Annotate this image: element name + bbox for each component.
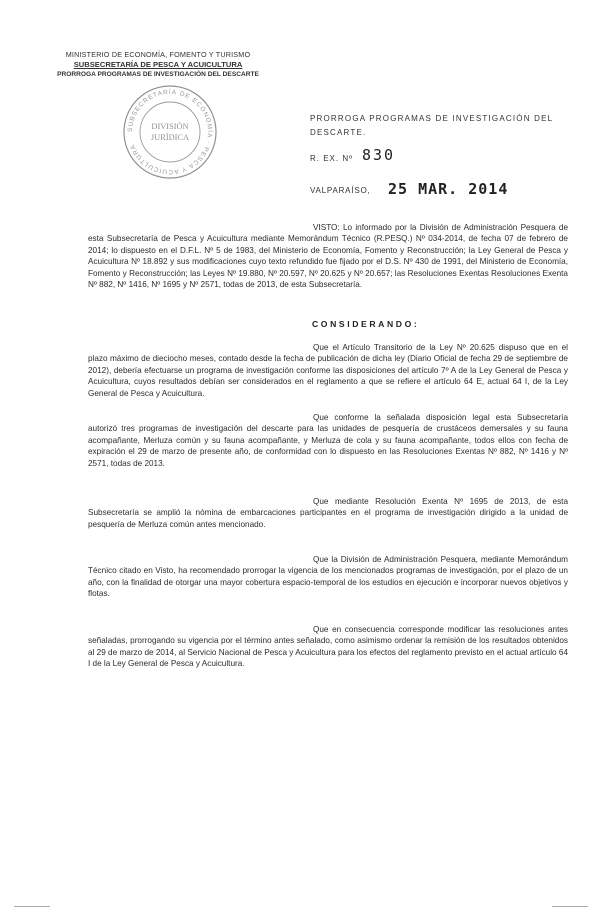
resolution-number-label: R. EX. Nº: [310, 154, 354, 163]
visto-paragraph: VISTO: Lo informado por la División de Administración Pesquera de esta Subsecretaría de Pesca y Acuicultura mediante Memorándum Técnico (R.PESQ.) Nº 034-2014, de fecha 07 de febrero de 2014; lo dispuesto en el D.F.L. Nº 5 de 1983, del Ministerio de Economía, Fomento y Reconstrucción; la Ley General de Pesca y Acuicultura Nº 18.892 y sus modificaciones cuyo texto refundido fue fijado por el D.S. Nº 430 de 1991, del Ministerio de Economía, Fomento y Reconstrucción; las Leyes Nº 19.880, Nº 20.597, Nº 20.625 y Nº 20.657; las Resoluciones Exentas Resoluciones Exenta Nº 882, Nº 1416, Nº 1695 y Nº 2571, todas de 2013, de esta Subsecretaría.: [88, 223, 568, 290]
considerando-paragraph-3: Que mediante Resolución Exenta Nº 1695 de 2013, de esta Subsecretaría se amplió la nómina de embarcaciones participantes en el programa de investigación dirigido a la unidad de pesquería de Merluza común antes mencionado.: [88, 497, 568, 529]
resolution-subject: PRORROGA PROGRAMAS DE INVESTIGACIÓN DEL DESCARTE.: [310, 114, 553, 137]
stamp-center-line1: DIVISIÓN: [151, 122, 189, 131]
considerando-paragraph-2: Que conforme la señalada disposición legal esta Subsecretaría autorizó tres programas de investigación del descarte para las unidades de pesquería de crustáceos demersales y su fauna acompañante, Merluza común y su fauna acompañante, y Merluza de cola y su fauna acompañante, todos ellos con fecha de expiración el 29 de marzo de presente año, de conformidad con lo dispuesto en las Resoluciones Exentas Nº 882, Nº 1416 y Nº 2571, todas de 2013.: [88, 413, 568, 468]
ministry-name: MINISTERIO DE ECONOMÍA, FOMENTO Y TURISMO: [65, 50, 251, 59]
scan-mark-left: [14, 906, 50, 907]
place-label: VALPARAÍSO,: [310, 186, 371, 195]
stamp-center-line2: JURÍDICA: [150, 133, 190, 142]
resolution-date: 25 MAR. 2014: [388, 180, 509, 198]
considerando-paragraph-1: Que el Artículo Transitorio de la Ley Nº 20.625 dispuso que en el plazo máximo de dieciocho meses, contado desde la fecha de publicación de dicha ley (Diario Oficial de fecha 29 de septiembre de 2012), debería efectuarse un programa de investigación conforme las disposiciones del artículo 7º A de la Ley General de Pesca y Acuicultura, cuyos resultados debían ser considerados en el reglamento a que se refiere el artículo 64 E, actual 64 I, de la Ley General de Pesca y Acuicultura.: [88, 343, 568, 398]
letterhead: [38, 50, 278, 80]
resolution-number: 830: [362, 146, 396, 164]
considerando-paragraph-4: Que la División de Administración Pesquera, mediante Memorándum Técnico citado en Visto, ha recomendado prorrogar la vigencia de los mencionados programas de investigación, por el plazo de un año, con la finalidad de otorgar una mayor cobertura espacio-temporal de los estudios en ejecución e incorporar nuevos objetivos y flotas.: [88, 555, 568, 599]
stamp-seal-icon: [120, 82, 220, 182]
considerando-heading: CONSIDERANDO:: [312, 319, 420, 329]
letterhead-subject: PRORROGA PROGRAMAS DE INVESTIGACIÓN DEL DESCARTE: [57, 71, 259, 78]
stamp-ring-text: SUBSECRETARÍA DE ECONOMÍA · PESCA Y ACUICULTURA: [126, 88, 214, 176]
scan-mark-right: [552, 906, 588, 907]
subsecretariat-name: SUBSECRETARÍA DE PESCA Y ACUICULTURA: [73, 60, 243, 69]
division-juridica-stamp: [120, 82, 220, 182]
considerando-paragraph-5: Que en consecuencia corresponde modificar las resoluciones antes señaladas, prorrogando su vigencia por el término antes señalado, como asimismo ordenar la remisión de los resultados obtenidos al 29 de marzo de 2014, al Servicio Nacional de Pesca y Acuicultura para los efectos del reglamento previsto en el actual artículo 64 I de la Ley General de Pesca y Acuicultura.: [88, 625, 568, 669]
